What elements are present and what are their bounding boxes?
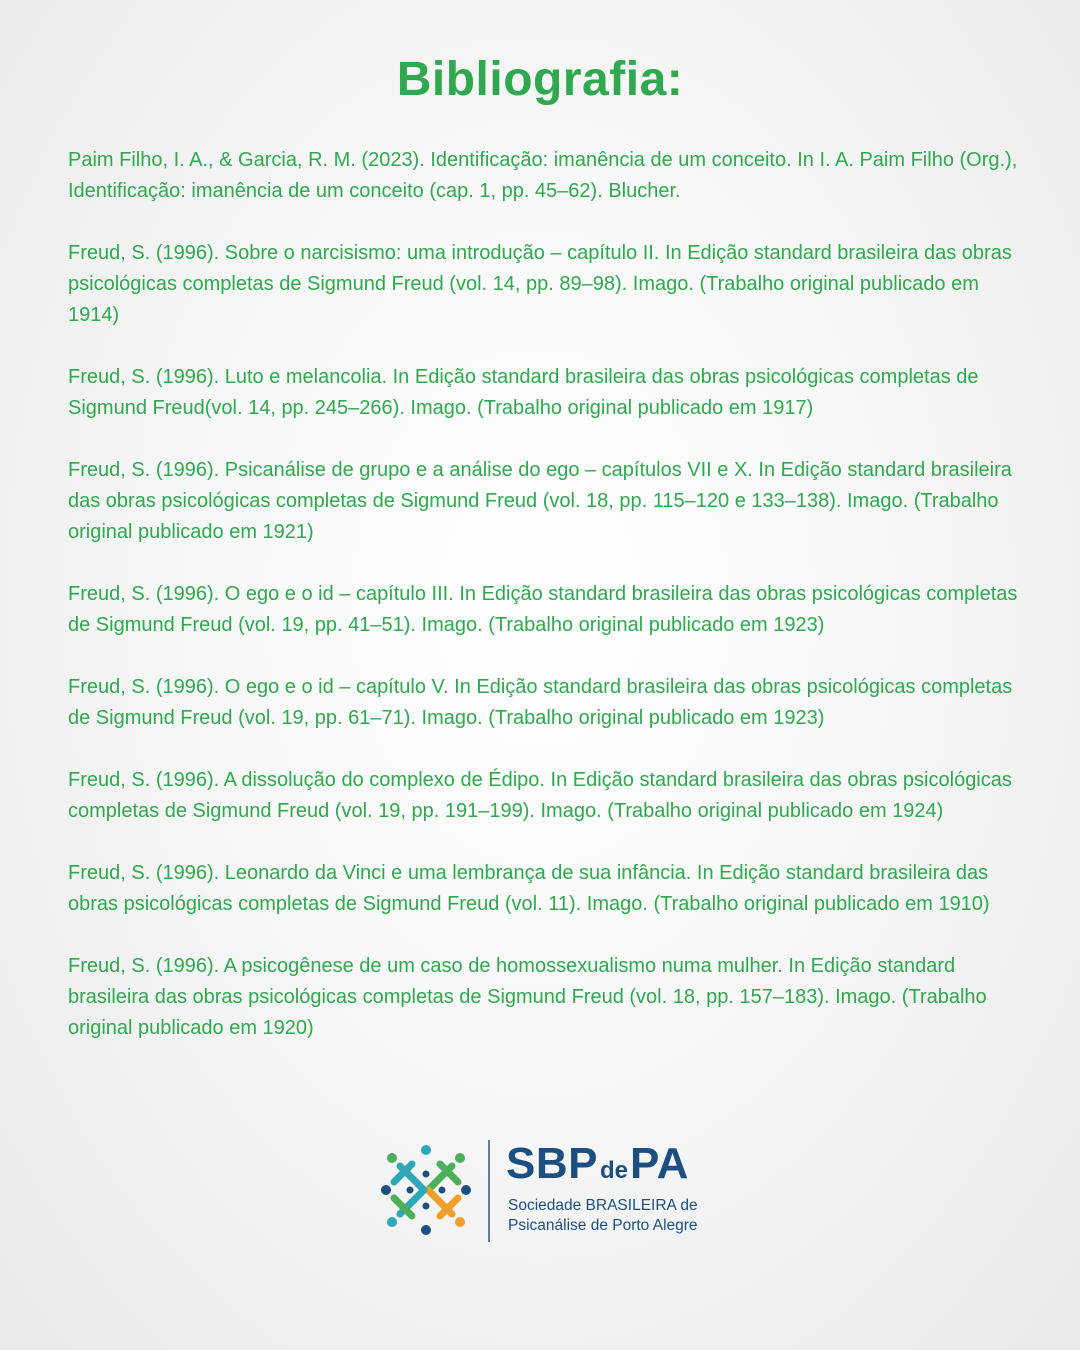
people-circle-logo-icon <box>380 1144 472 1236</box>
brand-name <box>506 1139 689 1188</box>
reference-item: Freud, S. (1996). A psicogênese de um caso de homossexualismo numa mulher. In Edição standard brasileira das obras psicológicas completas de Sigmund Freud (vol. 18, pp. 157–183). Imago. (Trabalho original publicado em 1920) <box>68 955 987 1039</box>
brand-pa: PA <box>630 1139 689 1188</box>
brand-subtitle <box>508 1196 698 1236</box>
logo-divider <box>488 1140 490 1242</box>
reference-item: Freud, S. (1996). Psicanálise de grupo e a análise do ego – capítulos VII e X. In Edição standard brasileira das obras psicológicas completas de Sigmund Freud (vol. 18, pp. 115–120 e 133–138). Imago. (Trabalho original publicado em 1921) <box>68 459 1012 543</box>
reference-item: Freud, S. (1996). Sobre o narcisismo: uma introdução – capítulo II. In Edição standard brasileira das obras psicológicas completas de Sigmund Freud (vol. 14, pp. 89–98). Imago. (Trabalho original publicado em 1914) <box>68 242 1012 326</box>
brand-de: de <box>599 1157 628 1184</box>
reference-item: Freud, S. (1996). A dissolução do complexo de Édipo. In Edição standard brasileira das obras psicológicas completas de Sigmund Freud (vol. 19, pp. 191–199). Imago. (Trabalho original publicado em 1924) <box>68 769 1012 822</box>
brand-subtitle-line2: Psicanálise de Porto Alegre <box>508 1217 698 1234</box>
reference-item: Freud, S. (1996). Luto e melancolia. In Edição standard brasileira das obras psicológicas completas de Sigmund Freud(vol. 14, pp. 245–266). Imago. (Trabalho original publicado em 1917) <box>68 366 979 419</box>
brand-subtitle-line1: Sociedade BRASILEIRA de <box>508 1197 698 1214</box>
reference-item: Freud, S. (1996). Leonardo da Vinci e uma lembrança de sua infância. In Edição standard brasileira das obras psicológicas completas de Sigmund Freud (vol. 11). Imago. (Trabalho original publicado em 1910) <box>68 862 990 915</box>
brand-sbp: SBP <box>506 1139 598 1188</box>
reference-item: Freud, S. (1996). O ego e o id – capítulo III. In Edição standard brasileira das obras psicológicas completas de Sigmund Freud (vol. 19, pp. 41–51). Imago. (Trabalho original publicado em 1923) <box>68 583 1018 636</box>
sbpdepa-logo <box>380 1140 710 1244</box>
page-title: Bibliografia: <box>396 53 684 106</box>
reference-list <box>68 145 1023 1075</box>
reference-item: Freud, S. (1996). O ego e o id – capítulo V. In Edição standard brasileira das obras psicológicas completas de Sigmund Freud (vol. 19, pp. 61–71). Imago. (Trabalho original publicado em 1923) <box>68 676 1013 729</box>
reference-item: Paim Filho, I. A., & Garcia, R. M. (2023). Identificação: imanência de um conceito. In I. A. Paim Filho (Org.), Identificação: imanência de um conceito (cap. 1, pp. 45–62). Blucher. <box>68 149 1018 202</box>
